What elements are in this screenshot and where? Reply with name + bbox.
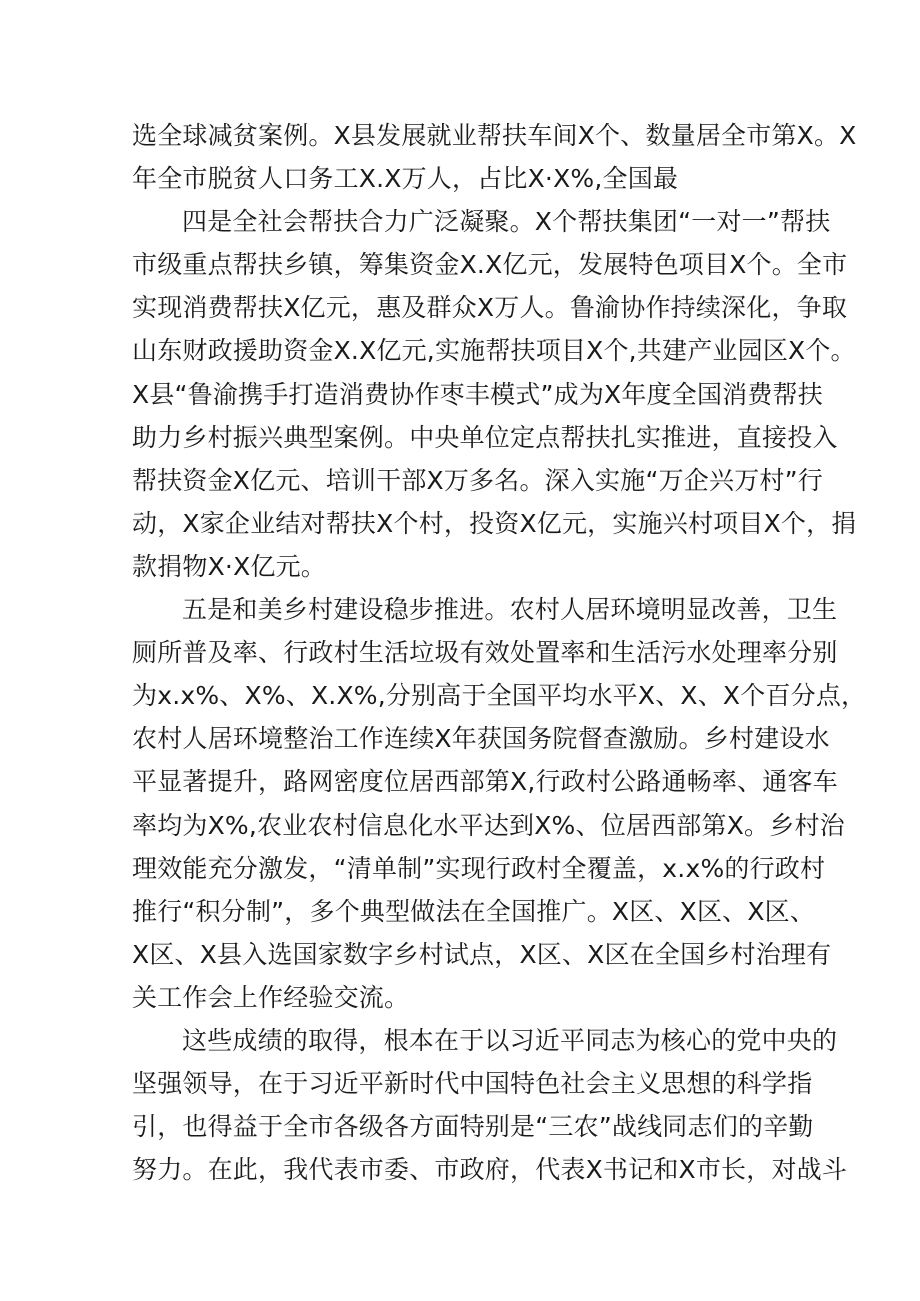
text-line: 推行“积分制”，多个典型做法在全国推广。X区、X区、X区、 (132, 896, 816, 926)
text-line: 坚强领导，在于习近平新时代中国特色社会主义思想的科学指 (132, 1069, 813, 1099)
text-line: 农村人居环境整治工作连续X年获国务院督查激励。乡村建设水 (132, 724, 830, 754)
text-line: X县“鲁渝携手打造消费协作枣丰模式”成为X年度全国消费帮扶 (132, 379, 823, 409)
text-line: 助力乡村振兴典型案例。中央单位定点帮扶扎实推进，直接投入 (132, 422, 838, 452)
text-line: 款捐物X·X亿元。 (132, 551, 327, 581)
text-line: 关工作会上作经验交流。 (132, 982, 410, 1012)
text-line: 率均为X%,农业农村信息化水平达到X%、位居西部第X。乡村治 (132, 810, 845, 840)
text-line: 理效能充分激发，“清单制”实现行政村全覆盖，x.x%的行政村 (132, 853, 826, 883)
text-line: 市级重点帮扶乡镇，筹集资金X.X亿元，发展特色项目X个。全市 (132, 250, 848, 280)
text-line: 实现消费帮扶X亿元，惠及群众X万人。鲁渝协作持续深化，争取 (132, 293, 848, 323)
paragraph-first-line: 这些成绩的取得，根本在于以习近平同志为核心的党中央的 (182, 1025, 838, 1055)
text-line: 平显著提升，路网密度位居西部第X,行政村公路通畅率、通客车 (132, 767, 838, 797)
text-line: 引，也得益于全市各级各方面特别是“三农”战线同志们的辛勤 (132, 1112, 814, 1142)
text-line: 努力。在此，我代表市委、市政府，代表X书记和X市长，对战斗 (132, 1155, 848, 1185)
text-line: 厕所普及率、行政村生活垃圾有效处置率和生活污水处理率分别 (132, 638, 838, 668)
text-line: 动，X家企业结对帮扶X个村，投资X亿元，实施兴村项目X个，捐 (132, 508, 857, 538)
paragraph-first-line: 五是和美乡村建设稳步推进。农村人居环境明显改善，卫生 (182, 595, 838, 625)
paragraph-first-line: 四是全社会帮扶合力广泛凝聚。X个帮扶集团“一对一”帮扶 (182, 207, 831, 237)
text-line: 年全市脱贫人口务工X.X万人，占比X·X%,全国最 (132, 164, 679, 194)
text-line: 为x.x%、X%、X.X%,分别高于全国平均水平X、X、X个百分点， (132, 681, 867, 711)
text-line: 帮扶资金X亿元、培训干部X万多名。深入实施“万企兴万村”行 (132, 465, 823, 495)
document-body (132, 114, 867, 1191)
text-line: 选全球减贫案例。X县发展就业帮扶车间X个、数量居全市第X。X (132, 121, 857, 150)
text-line: X区、X县入选国家数字乡村试点，X区、X区在全国乡村治理有 (132, 939, 832, 969)
text-line: 山东财政援助资金X.X亿元,实施帮扶项目X个,共建产业园区X个。 (132, 336, 856, 366)
